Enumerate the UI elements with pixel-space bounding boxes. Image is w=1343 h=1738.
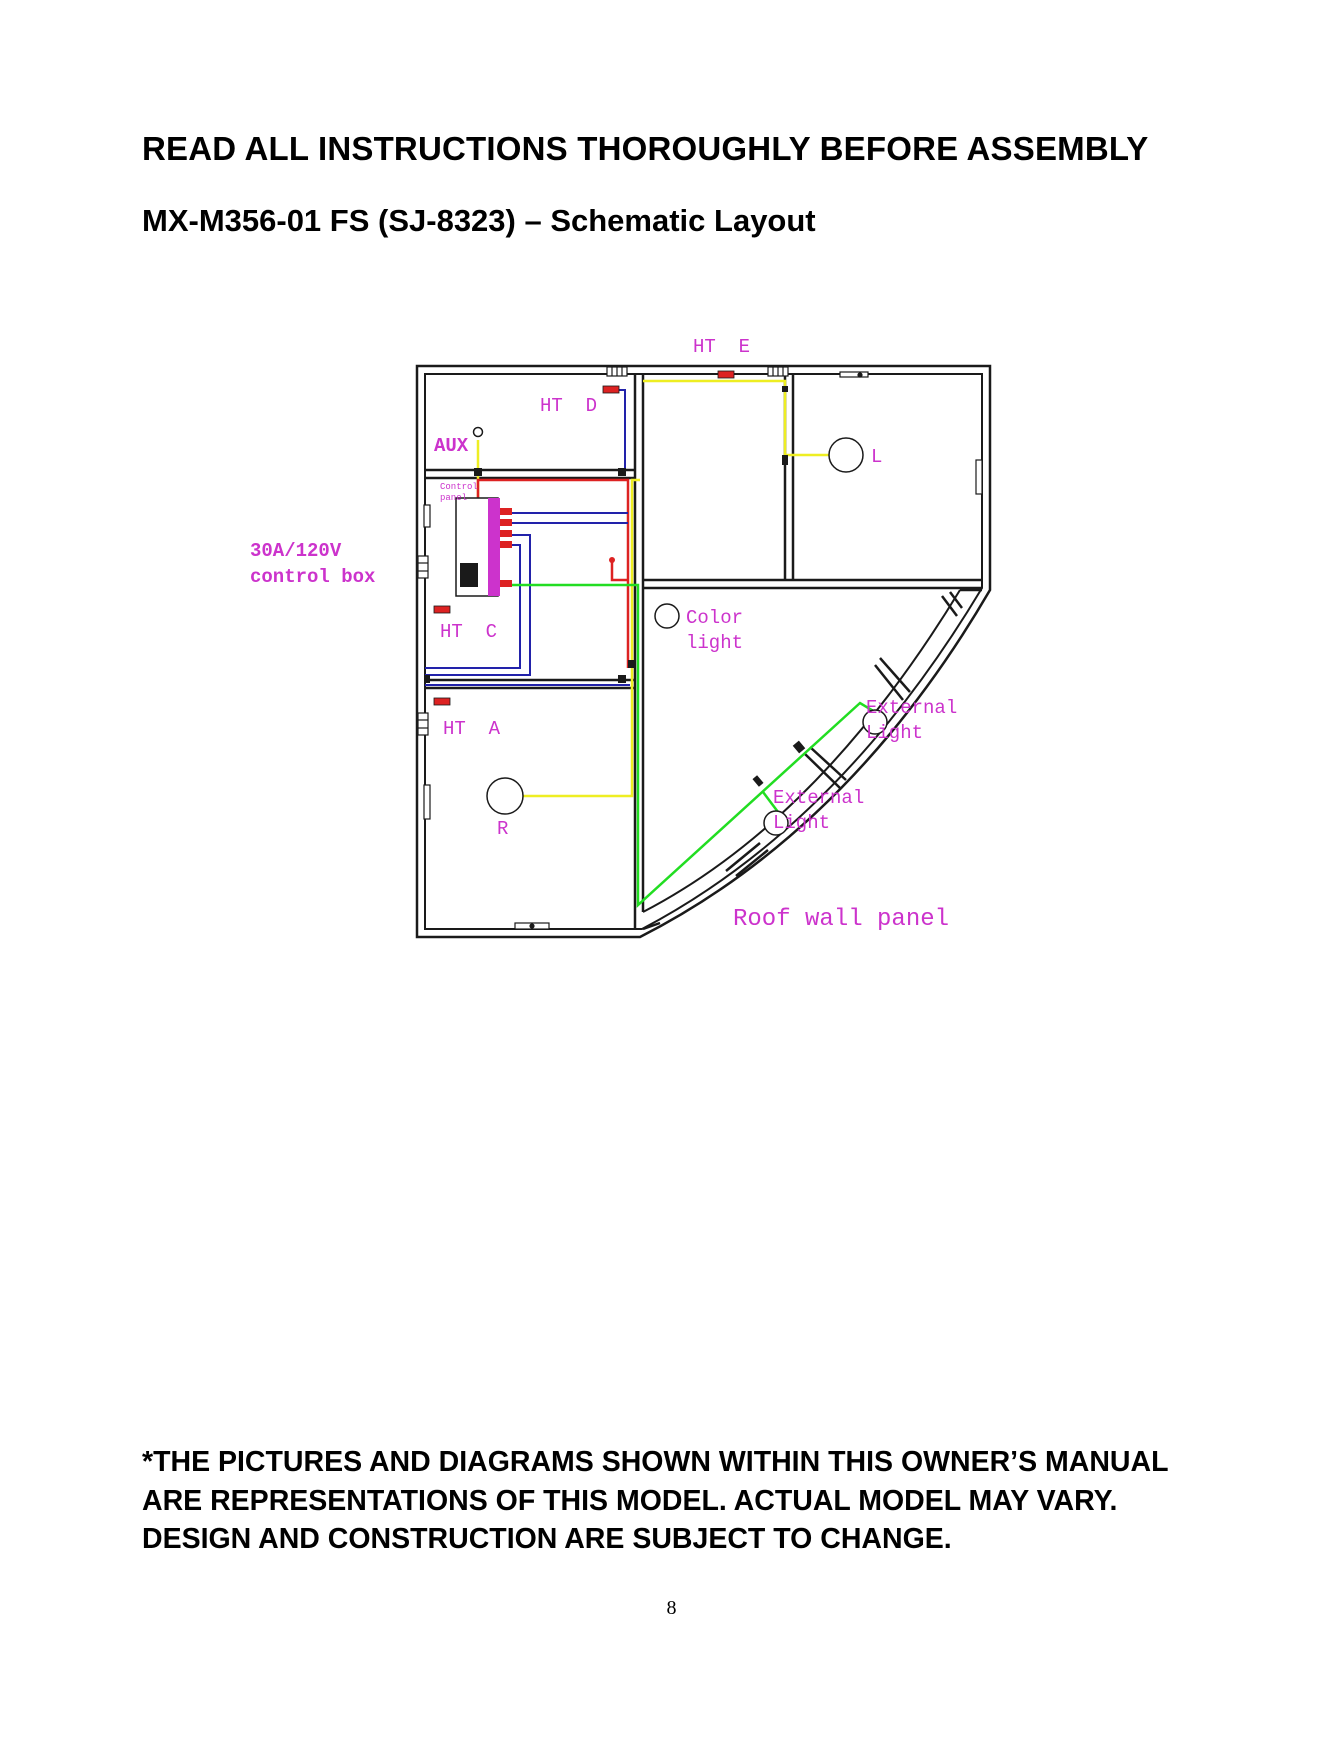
label-external-light-lower-1: External [773, 787, 865, 809]
disclaimer-text: *THE PICTURES AND DIAGRAMS SHOWN WITHIN THIS OWNER’S MANUAL ARE REPRESENTATIONS OF THIS MODEL. ACTUAL MODEL MAY VARY. DESIGN AND CONSTRUCTION ARE SUBJECT TO CHANGE. [142, 1446, 1168, 1555]
label-control-panel-1: Control [440, 482, 478, 492]
label-control-panel-2: panel [440, 493, 468, 503]
label-control-box-2: control box [250, 566, 376, 588]
label-control-box-1: 30A/120V [250, 540, 342, 562]
label-r: R [497, 818, 509, 840]
label-roof-wall-panel: Roof wall panel [733, 906, 950, 933]
light-l-icon [829, 438, 863, 472]
label-ht-c: HT C [440, 621, 498, 643]
heater-e [718, 371, 734, 378]
label-ht-d: HT D [540, 395, 598, 417]
label-ht-e: HT E [693, 336, 751, 358]
label-external-light-lower-2: Light [773, 812, 831, 834]
page-heading: READ ALL INSTRUCTIONS THOROUGHLY BEFORE ASSEMBLY [142, 130, 1149, 167]
light-r-icon [487, 778, 523, 814]
label-aux: AUX [434, 435, 469, 457]
page-number: 8 [666, 1597, 677, 1619]
aux-connector-icon [474, 428, 483, 437]
control-panel [456, 498, 512, 596]
label-external-light-upper-2: Light [866, 722, 924, 744]
heater-d [603, 386, 619, 393]
label-external-light-upper-1: External [866, 697, 958, 719]
heater-c [434, 606, 450, 613]
label-color-light-1: Color [686, 607, 744, 629]
schematic-title: MX-M356-01 FS (SJ-8323) – Schematic Layout [142, 203, 816, 238]
heater-a [434, 698, 450, 705]
label-l: L [871, 446, 883, 468]
color-light-icon [655, 604, 679, 628]
label-color-light-2: light [686, 632, 744, 654]
label-ht-a: HT A [443, 718, 501, 740]
schematic-layout-diagram [230, 318, 1010, 958]
